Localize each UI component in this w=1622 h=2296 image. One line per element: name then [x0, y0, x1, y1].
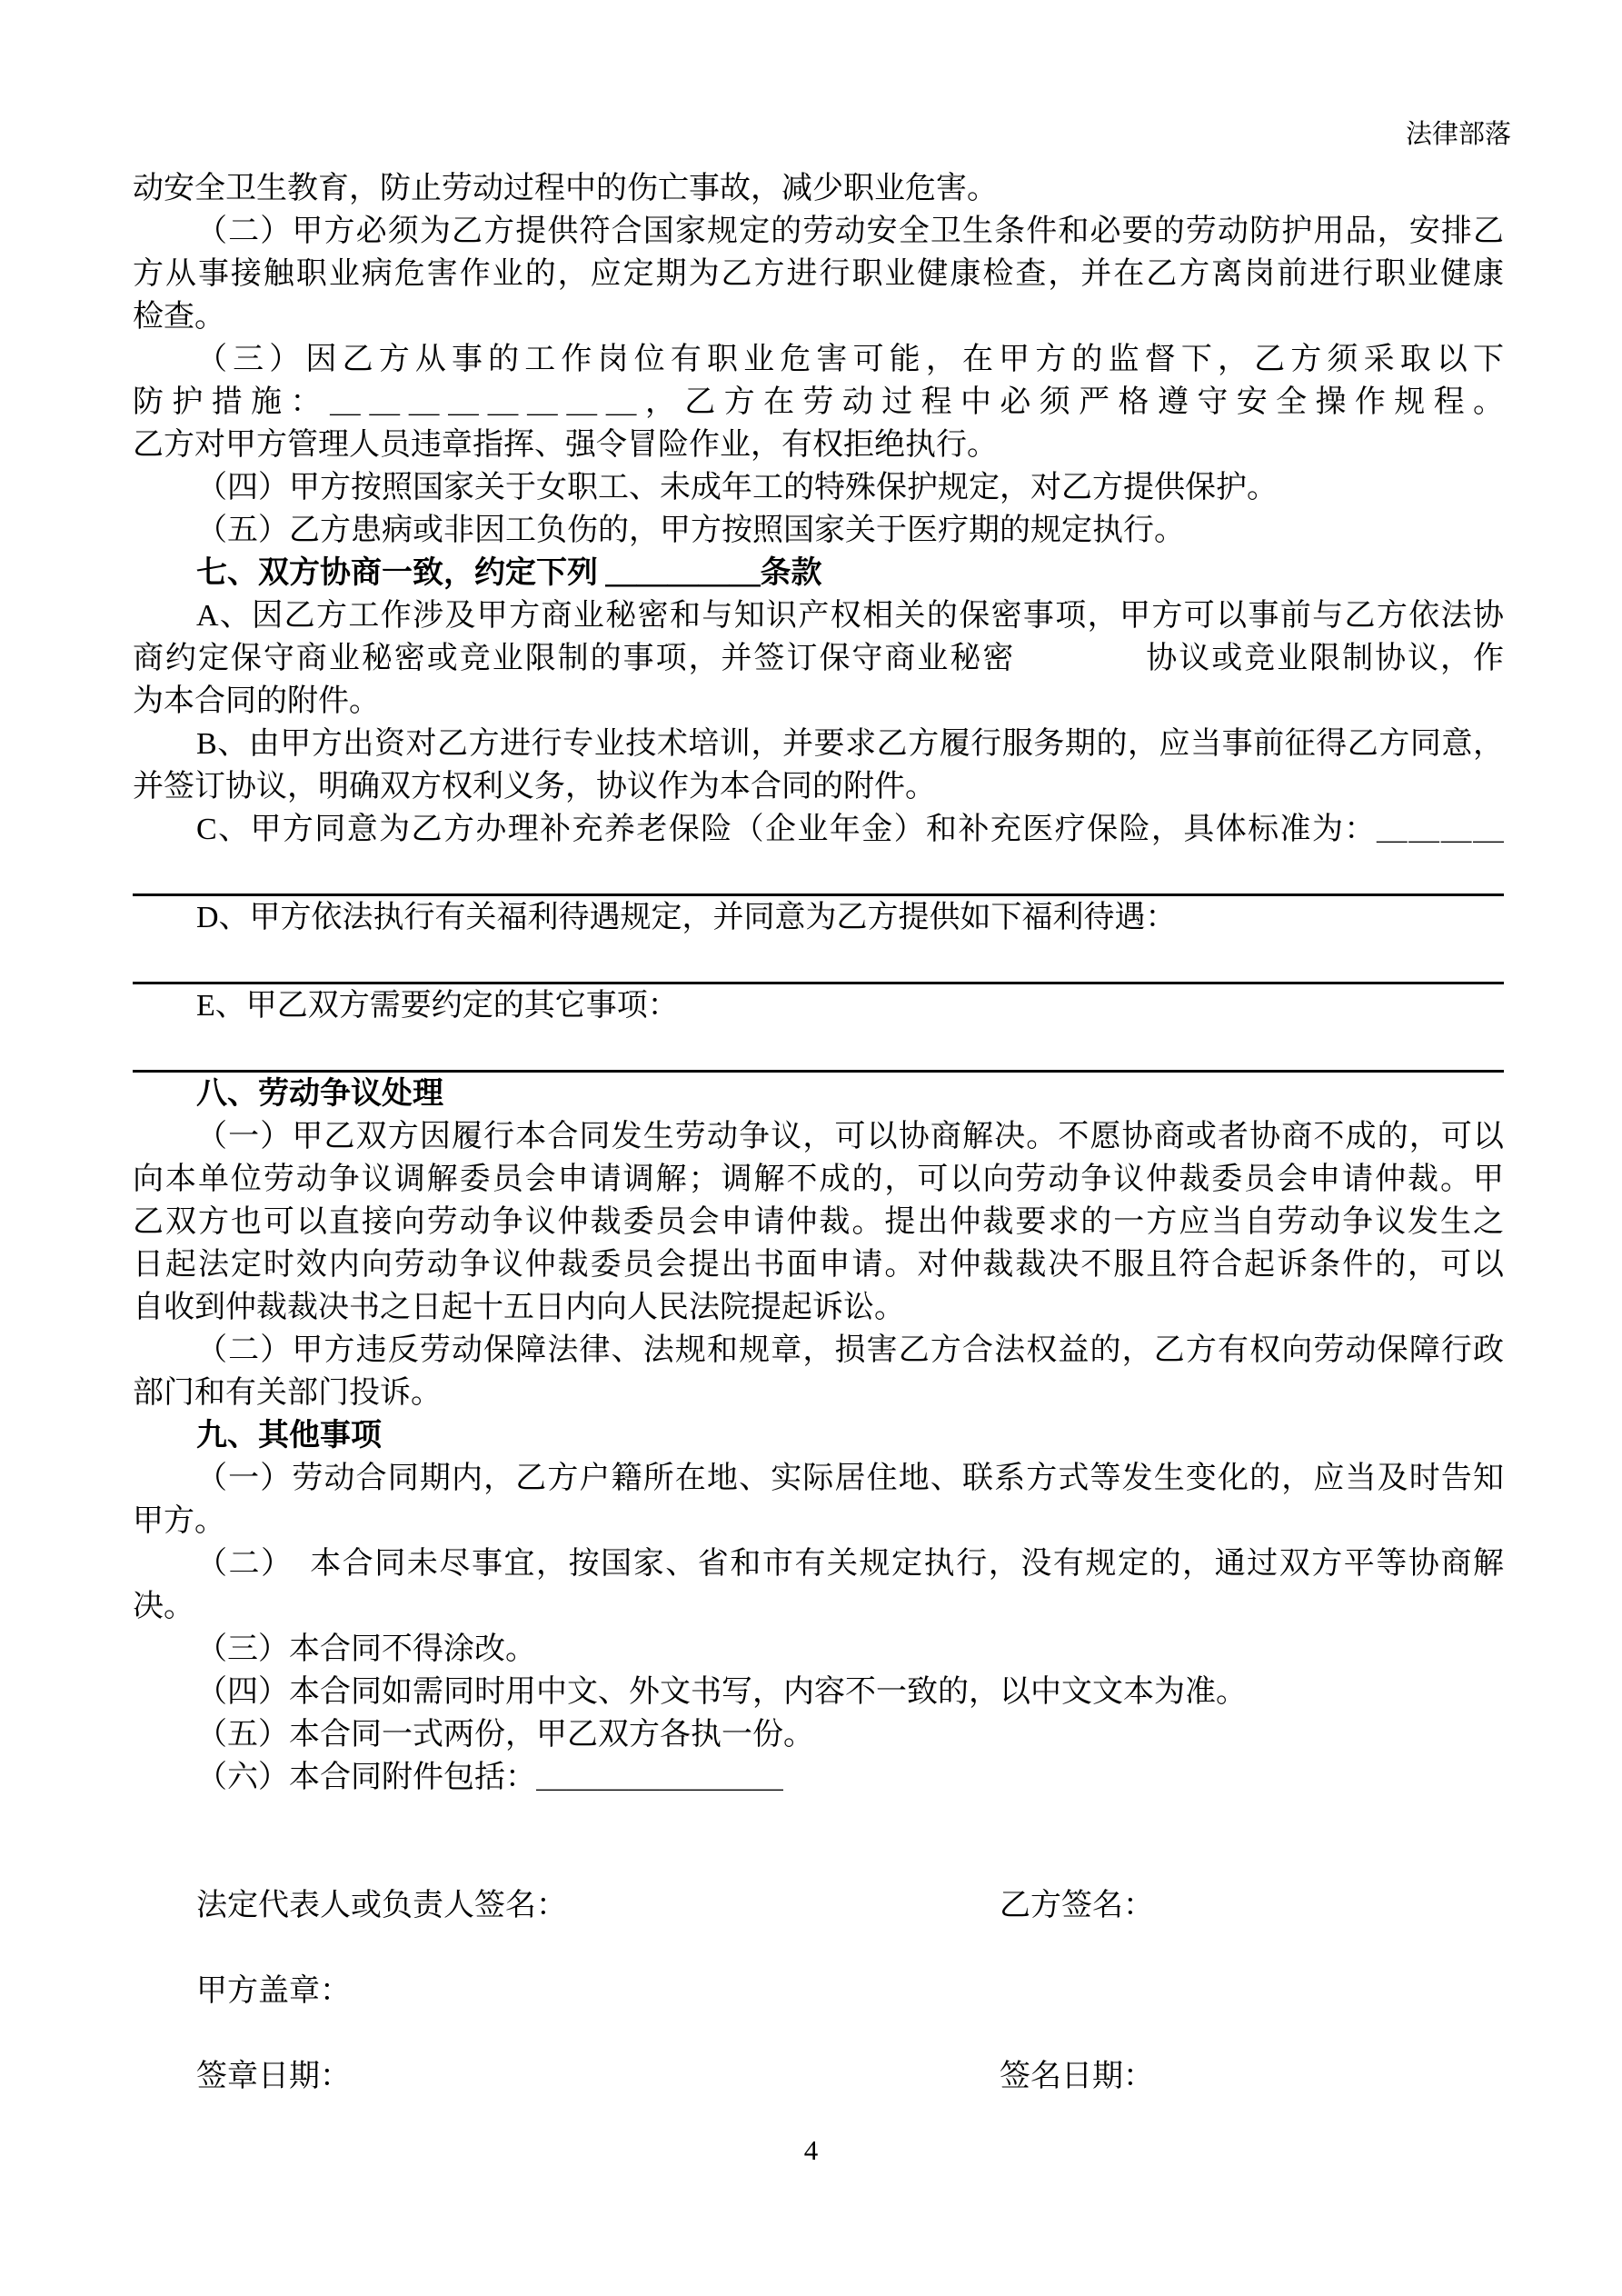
document-line: （六）本合同附件包括：＿＿＿＿＿＿＿＿ — [196, 1761, 783, 1794]
document-line: 动安全卫生教育，防止劳动过程中的伤亡事故，减少职业危害。 — [133, 172, 998, 205]
section-heading: 八、劳动争议处理 — [196, 1077, 443, 1111]
spacer-line — [133, 1799, 1504, 1842]
page-number: 4 — [803, 2134, 819, 2166]
document-line: D、甲方依法执行有关福利待遇规定，并同意为乙方提供如下福利待遇： — [196, 901, 1177, 934]
document-line: （三）因乙方从事的工作岗位有职业危害可能，在甲方的监督下，乙方须采取以下 — [196, 343, 1504, 376]
document-line: 乙双方也可以直接向劳动争议仲裁委员会申请仲裁。提出仲裁要求的一方应当自劳动争议发生之 — [133, 1205, 1504, 1239]
document-line: 日起法定时效内向劳动争议仲裁委员会提出书面申请。对仲裁裁决不服且符合起诉条件的，可以 — [133, 1248, 1504, 1282]
document-line: 乙方对甲方管理人员违章指挥、强令冒险作业，有权拒绝执行。 — [133, 428, 998, 462]
document-body — [133, 167, 1504, 2098]
signature-right-label: 签名日期： — [1000, 2060, 1154, 2093]
document-line: B、由甲方出资对乙方进行专业技术培训，并要求乙方履行服务期的，应当事前征得乙方同意， — [196, 727, 1504, 761]
document-line: 检查。 — [133, 300, 225, 334]
document-line: 方从事接触职业病危害作业的，应定期为乙方进行职业健康检查，并在乙方离岗前进行职业健康 — [133, 257, 1504, 291]
signature-left-label: 法定代表人或负责人签名： — [196, 1889, 567, 1922]
document-line: （二）甲方必须为乙方提供符合国家规定的劳动安全卫生条件和必要的劳动防护用品，安排乙 — [196, 215, 1504, 248]
document-line: 部门和有关部门投诉。 — [133, 1376, 442, 1410]
fill-in-underline — [133, 939, 1504, 984]
document-line: （一）甲乙双方因履行本合同发生劳动争议，可以协商解决。不愿协商或者协商不成的，可以 — [196, 1120, 1504, 1153]
document-line: 防护措施：＿＿＿＿＿＿＿＿，乙方在劳动过程中必须严格遵守安全操作规程。 — [133, 385, 1504, 419]
document-line: 为本合同的附件。 — [133, 684, 380, 718]
document-line: （四）本合同如需同时用中文、外文书写，内容不一致的，以中文文本为准。 — [196, 1675, 1247, 1709]
document-line: （一）劳动合同期内，乙方户籍所在地、实际居住地、联系方式等发生变化的，应当及时告知 — [196, 1462, 1504, 1495]
document-line: （二） 本合同未尽事宜，按国家、省和市有关规定执行，没有规定的，通过双方平等协商解 — [196, 1547, 1504, 1581]
fill-in-underline — [133, 851, 1504, 896]
document-line: C、甲方同意为乙方办理补充养老保险（企业年金）和补充医疗保险，具体标准为：＿＿＿＿ — [196, 813, 1504, 846]
page-header-text: 法律部落 — [1405, 120, 1511, 149]
document-line: 并签订协议，明确双方权利义务，协议作为本合同的附件。 — [133, 770, 936, 804]
document-line: E、甲乙双方需要约定的其它事项： — [196, 989, 679, 1023]
document-line: 向本单位劳动争议调解委员会申请调解；调解不成的，可以向劳动争议仲裁委员会申请仲裁。甲 — [133, 1163, 1504, 1196]
signature-right-label: 乙方签名： — [1000, 1889, 1154, 1922]
spacer-line — [133, 2012, 1504, 2055]
section-heading: 九、其他事项 — [196, 1419, 382, 1452]
spacer-line — [133, 1927, 1504, 1970]
document-line: （五）乙方患病或非因工负伤的，甲方按照国家关于医疗期的规定执行。 — [196, 514, 1185, 547]
document-line: 决。 — [133, 1590, 194, 1623]
document-line: （五）本合同一式两份，甲乙双方各执一份。 — [196, 1718, 814, 1752]
fill-in-underline — [133, 1027, 1504, 1073]
document-line: 商约定保守商业秘密或竞业限制的事项，并签订保守商业秘密 协议或竞业限制协议，作 — [133, 642, 1504, 675]
document-line: 自收到仲裁裁决书之日起十五日内向人民法院提起诉讼。 — [133, 1291, 905, 1324]
signature-row — [133, 1884, 1504, 1927]
document-line: （四）甲方按照国家关于女职工、未成年工的特殊保护规定，对乙方提供保护。 — [196, 471, 1278, 504]
document-line: A、因乙方工作涉及甲方商业秘密和与知识产权相关的保密事项，甲方可以事前与乙方依法协 — [196, 599, 1504, 633]
document-line: （二）甲方违反劳动保障法律、法规和规章，损害乙方合法权益的，乙方有权向劳动保障行政 — [196, 1333, 1504, 1367]
signature-row — [133, 2055, 1504, 2098]
signature-left-label: 甲方盖章： — [196, 1974, 351, 2008]
document-line: 甲方。 — [133, 1504, 225, 1538]
signature-left-label: 签章日期： — [196, 2060, 351, 2093]
spacer-line — [133, 1842, 1504, 1884]
document-line: （三）本合同不得涂改。 — [196, 1632, 536, 1666]
signature-row — [133, 1970, 1504, 2012]
section-heading: 七、双方协商一致，约定下列 ＿＿＿＿＿条款 — [196, 556, 822, 590]
